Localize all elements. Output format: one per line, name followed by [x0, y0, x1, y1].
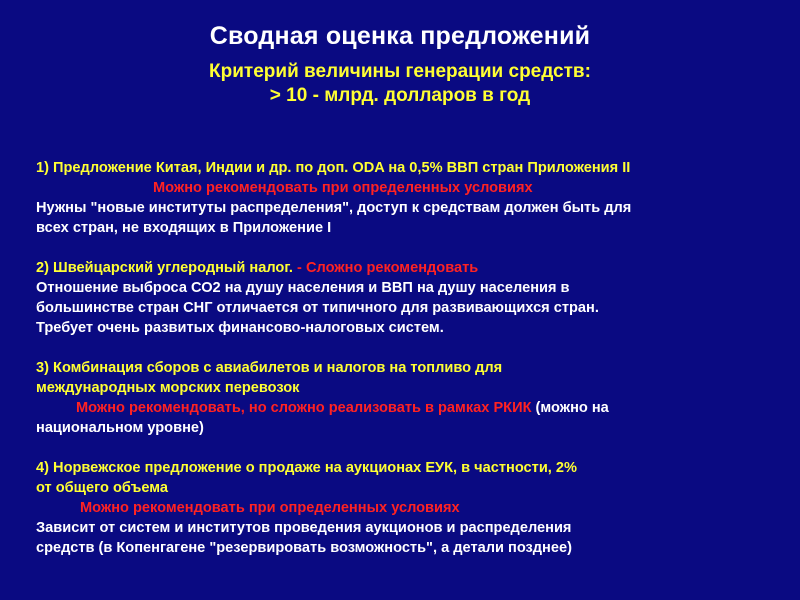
proposal-4-heading-line-2: от общего объема — [36, 480, 168, 496]
proposal-1-note-line-1: Нужны "новые институты распределения", доступ к средствам должен быть для — [36, 200, 632, 216]
proposal-1 — [36, 158, 776, 238]
proposal-2-recommendation: - Сложно рекомендовать — [293, 260, 479, 276]
proposal-2-heading: 2) Швейцарский углеродный налог. — [36, 260, 293, 276]
proposals-list — [36, 158, 776, 558]
proposal-4-note-line-1: Зависит от систем и институтов проведения аукционов и распределения — [36, 520, 572, 536]
subtitle-threshold: > 10 - млрд. долларов в год — [269, 85, 531, 106]
proposal-2-note-line-1: Отношение выброса СО2 на душу населения и ВВП на душу населения в — [36, 280, 570, 296]
subtitle-criterion: Критерий величины генерации средств: — [209, 61, 591, 82]
proposal-2-note-line-3: Требует очень развитых финансово-налоговых систем. — [36, 320, 444, 336]
proposal-3-heading-line-2: международных морских перевозок — [36, 380, 300, 396]
proposal-2 — [36, 258, 776, 338]
proposal-3-note-inline: (можно на — [531, 400, 609, 416]
proposal-3 — [36, 358, 776, 438]
slide-title: Сводная оценка предложений — [209, 22, 591, 50]
proposal-2-note-line-2: большинстве стран СНГ отличается от типичного для развивающихся стран. — [36, 300, 599, 316]
proposal-4-note-line-2: средств (в Копенгагене "резервировать возможность", а детали позднее) — [36, 540, 572, 556]
proposal-4 — [36, 458, 776, 558]
proposal-1-heading: 1) Предложение Китая, Индии и др. по доп. ODA на 0,5% ВВП стран Приложения II — [36, 160, 631, 176]
proposal-3-heading-line-1: 3) Комбинация сборов с авиабилетов и налогов на топливо для — [36, 360, 503, 376]
proposal-1-recommendation: Можно рекомендовать при определенных условиях — [153, 180, 533, 196]
proposal-3-recommendation: Можно рекомендовать, но сложно реализовать в рамках РКИК — [76, 400, 532, 416]
proposal-1-note-line-2: всех стран, не входящих в Приложение I — [36, 220, 332, 236]
proposal-4-heading-line-1: 4) Норвежское предложение о продаже на аукционах ЕУК, в частности, 2% — [36, 460, 577, 476]
slide-subtitle — [0, 60, 800, 108]
proposal-3-note-line-2: национальном уровне) — [36, 420, 204, 436]
proposal-4-recommendation: Можно рекомендовать при определенных условиях — [80, 500, 460, 516]
